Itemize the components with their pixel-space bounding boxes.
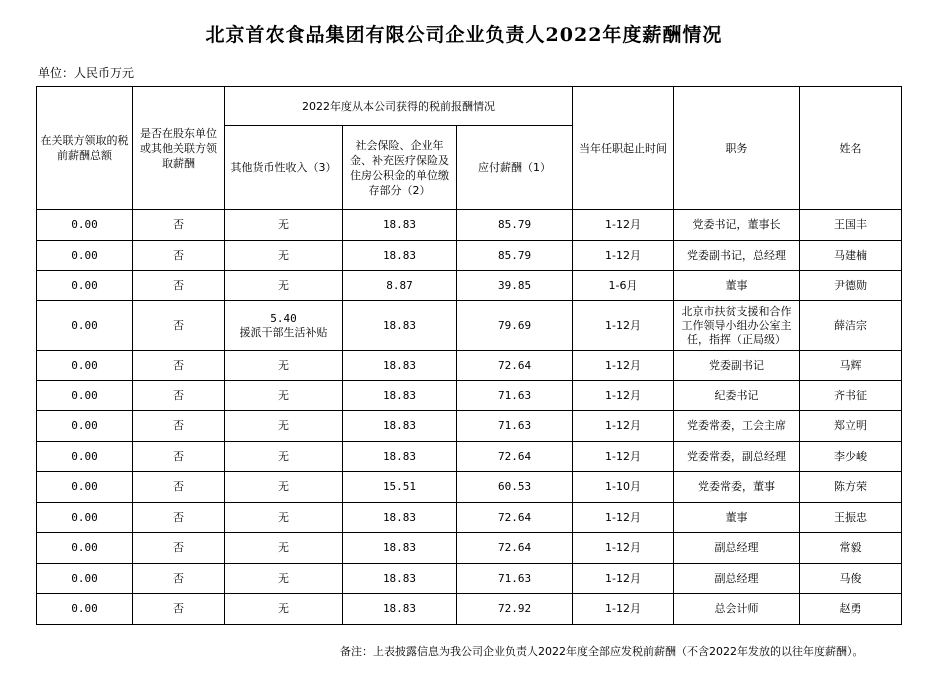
cell-insurance: 18.83 bbox=[343, 351, 457, 381]
cell-name: 李少峻 bbox=[800, 442, 902, 472]
cell-insurance: 18.83 bbox=[343, 442, 457, 472]
table-row bbox=[37, 564, 902, 594]
cell-name: 赵勇 bbox=[800, 594, 902, 625]
cell-salary: 72.64 bbox=[457, 503, 573, 533]
cell-other: 无 bbox=[225, 503, 343, 533]
cell-related-total: 0.00 bbox=[37, 411, 133, 442]
header-group: 2022年度从本公司获得的税前报酬情况 bbox=[225, 87, 573, 126]
cell-insurance: 8.87 bbox=[343, 271, 457, 301]
cell-salary: 71.63 bbox=[457, 411, 573, 442]
cell-name: 薛洁宗 bbox=[800, 301, 902, 351]
cell-related-total: 0.00 bbox=[37, 533, 133, 564]
cell-other: 无 bbox=[225, 594, 343, 625]
cell-other: 无 bbox=[225, 472, 343, 503]
cell-name: 马俊 bbox=[800, 564, 902, 594]
page-title: 北京首农食品集团有限公司企业负责人2022年度薪酬情况 bbox=[205, 24, 723, 46]
cell-related-total: 0.00 bbox=[37, 301, 133, 351]
cell-related: 否 bbox=[133, 472, 225, 503]
cell-insurance: 18.83 bbox=[343, 533, 457, 564]
cell-name: 王国丰 bbox=[800, 210, 902, 241]
header-salary: 应付薪酬（1） bbox=[457, 126, 573, 210]
table-row bbox=[37, 472, 902, 503]
cell-position: 党委副书记 bbox=[674, 351, 800, 381]
header-position: 职务 bbox=[674, 87, 800, 210]
cell-other: 无 bbox=[225, 351, 343, 381]
cell-period: 1-10月 bbox=[573, 472, 674, 503]
table-row bbox=[37, 594, 902, 625]
cell-insurance: 18.83 bbox=[343, 301, 457, 351]
cell-insurance: 18.83 bbox=[343, 564, 457, 594]
footnote: 备注：上表披露信息为我公司企业负责人2022年度全部应发税前薪酬（不含2022年发放的以往年度薪酬）。 bbox=[340, 645, 864, 658]
cell-related: 否 bbox=[133, 351, 225, 381]
cell-period: 1-12月 bbox=[573, 594, 674, 625]
cell-period: 1-12月 bbox=[573, 301, 674, 351]
cell-period: 1-12月 bbox=[573, 411, 674, 442]
cell-insurance: 18.83 bbox=[343, 411, 457, 442]
cell-other-value: 5.40 bbox=[270, 311, 297, 325]
cell-period: 1-12月 bbox=[573, 241, 674, 271]
cell-other: 无 bbox=[225, 210, 343, 241]
cell-other: 无 bbox=[225, 381, 343, 411]
table-row bbox=[37, 411, 902, 442]
cell-salary: 72.64 bbox=[457, 351, 573, 381]
cell-salary: 72.64 bbox=[457, 533, 573, 564]
cell-other: 无 bbox=[225, 564, 343, 594]
cell-position: 总会计师 bbox=[674, 594, 800, 625]
table-row bbox=[37, 241, 902, 271]
cell-related: 否 bbox=[133, 503, 225, 533]
table-row bbox=[37, 210, 902, 241]
cell-insurance: 18.83 bbox=[343, 594, 457, 625]
cell-name: 尹德勋 bbox=[800, 271, 902, 301]
cell-other: 无 bbox=[225, 442, 343, 472]
cell-period: 1-12月 bbox=[573, 210, 674, 241]
cell-name: 常毅 bbox=[800, 533, 902, 564]
cell-salary: 60.53 bbox=[457, 472, 573, 503]
unit-label: 单位：人民币万元 bbox=[38, 66, 135, 80]
cell-period: 1-12月 bbox=[573, 351, 674, 381]
cell-other: 无 bbox=[225, 411, 343, 442]
cell-salary: 85.79 bbox=[457, 241, 573, 271]
cell-insurance: 18.83 bbox=[343, 381, 457, 411]
header-insurance: 社会保险、企业年金、补充医疗保险及住房公积金的单位缴存部分（2） bbox=[343, 126, 457, 210]
cell-related-total: 0.00 bbox=[37, 564, 133, 594]
cell-position: 董事 bbox=[674, 271, 800, 301]
cell-related: 否 bbox=[133, 442, 225, 472]
cell-related: 否 bbox=[133, 594, 225, 625]
table-row bbox=[37, 301, 902, 351]
cell-name: 郑立明 bbox=[800, 411, 902, 442]
cell-insurance: 18.83 bbox=[343, 210, 457, 241]
cell-related-total: 0.00 bbox=[37, 381, 133, 411]
cell-related: 否 bbox=[133, 210, 225, 241]
cell-related-total: 0.00 bbox=[37, 503, 133, 533]
cell-position: 党委常委，董事 bbox=[674, 472, 800, 503]
table-body bbox=[37, 210, 902, 625]
cell-period: 1-12月 bbox=[573, 564, 674, 594]
cell-salary: 72.64 bbox=[457, 442, 573, 472]
cell-name: 齐书征 bbox=[800, 381, 902, 411]
table-row bbox=[37, 381, 902, 411]
cell-related: 否 bbox=[133, 241, 225, 271]
cell-salary: 85.79 bbox=[457, 210, 573, 241]
cell-position: 党委副书记，总经理 bbox=[674, 241, 800, 271]
cell-related: 否 bbox=[133, 411, 225, 442]
cell-name: 马建楠 bbox=[800, 241, 902, 271]
cell-other: 无 bbox=[225, 241, 343, 271]
header-related: 是否在股东单位或其他关联方领取薪酬 bbox=[133, 87, 225, 210]
cell-salary: 71.63 bbox=[457, 564, 573, 594]
table-row bbox=[37, 271, 902, 301]
cell-insurance: 18.83 bbox=[343, 241, 457, 271]
cell-insurance: 18.83 bbox=[343, 503, 457, 533]
cell-related: 否 bbox=[133, 533, 225, 564]
cell-salary: 39.85 bbox=[457, 271, 573, 301]
cell-other bbox=[225, 301, 343, 351]
compensation-table bbox=[36, 86, 902, 625]
cell-other: 无 bbox=[225, 533, 343, 564]
cell-position: 纪委书记 bbox=[674, 381, 800, 411]
cell-salary: 79.69 bbox=[457, 301, 573, 351]
header-name: 姓名 bbox=[800, 87, 902, 210]
table-row bbox=[37, 351, 902, 381]
cell-period: 1-12月 bbox=[573, 503, 674, 533]
cell-position: 副总经理 bbox=[674, 564, 800, 594]
header-period: 当年任职起止时间 bbox=[573, 87, 674, 210]
cell-period: 1-12月 bbox=[573, 442, 674, 472]
cell-period: 1-6月 bbox=[573, 271, 674, 301]
cell-other-note: 援派干部生活补贴 bbox=[239, 325, 328, 339]
table-row bbox=[37, 442, 902, 472]
cell-related-total: 0.00 bbox=[37, 210, 133, 241]
header-related-total: 在关联方领取的税前薪酬总额 bbox=[37, 87, 133, 210]
cell-related-total: 0.00 bbox=[37, 594, 133, 625]
cell-related-total: 0.00 bbox=[37, 351, 133, 381]
cell-salary: 71.63 bbox=[457, 381, 573, 411]
cell-related: 否 bbox=[133, 271, 225, 301]
cell-related: 否 bbox=[133, 301, 225, 351]
table-row bbox=[37, 533, 902, 564]
cell-position: 副总经理 bbox=[674, 533, 800, 564]
cell-related: 否 bbox=[133, 564, 225, 594]
cell-period: 1-12月 bbox=[573, 381, 674, 411]
cell-position: 党委常委，工会主席 bbox=[674, 411, 800, 442]
cell-related: 否 bbox=[133, 381, 225, 411]
cell-period: 1-12月 bbox=[573, 533, 674, 564]
cell-position: 北京市扶贫支援和合作工作领导小组办公室主任，指挥（正局级） bbox=[674, 301, 800, 351]
cell-position: 董事 bbox=[674, 503, 800, 533]
table-row bbox=[37, 503, 902, 533]
cell-salary: 72.92 bbox=[457, 594, 573, 625]
header-other: 其他货币性收入（3） bbox=[225, 126, 343, 210]
cell-name: 王振忠 bbox=[800, 503, 902, 533]
cell-related-total: 0.00 bbox=[37, 442, 133, 472]
cell-insurance: 15.51 bbox=[343, 472, 457, 503]
cell-position: 党委书记，董事长 bbox=[674, 210, 800, 241]
cell-name: 陈方荣 bbox=[800, 472, 902, 503]
cell-related-total: 0.00 bbox=[37, 472, 133, 503]
cell-related-total: 0.00 bbox=[37, 271, 133, 301]
cell-other: 无 bbox=[225, 271, 343, 301]
cell-related-total: 0.00 bbox=[37, 241, 133, 271]
cell-name: 马辉 bbox=[800, 351, 902, 381]
cell-position: 党委常委，副总经理 bbox=[674, 442, 800, 472]
